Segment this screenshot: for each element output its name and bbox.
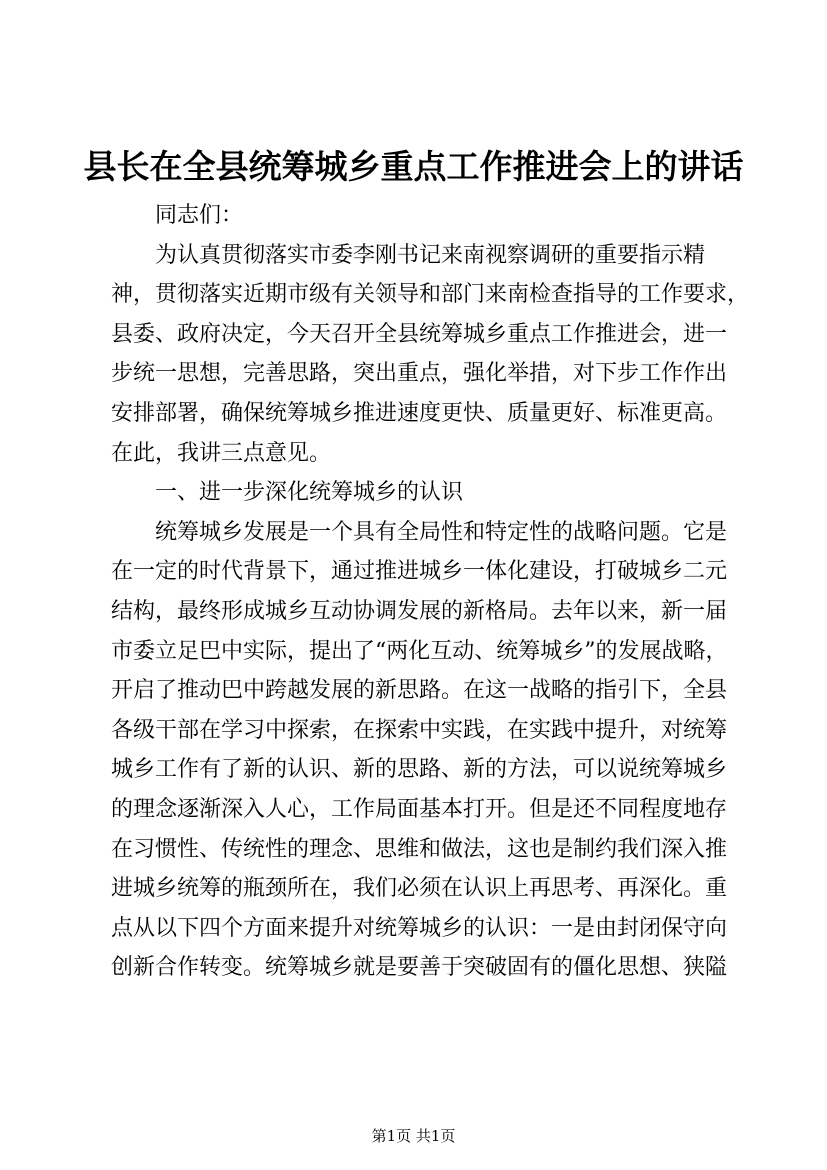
paragraph-line: 为认真贯彻落实市委李刚书记来南视察调研的重要指示精 — [155, 242, 706, 268]
document-body — [111, 196, 750, 988]
page-number-footer: 第1页 共1页 — [371, 1127, 456, 1145]
paragraph-line: 的理念逐渐深入人心，工作局面基本打开。但是还不同程度地存 — [111, 796, 728, 822]
paragraph-line: 步统一思想，完善思路，突出重点，强化举措，对下步工作作出 — [111, 361, 728, 387]
paragraph-line: 统筹城乡发展是一个具有全局性和特定性的战略问题。它是 — [155, 519, 728, 545]
paragraph-line: 在习惯性、传统性的理念、思维和做法，这也是制约我们深入推 — [111, 836, 728, 862]
paragraph-line: 各级干部在学习中探索，在探索中实践，在实践中提升，对统筹 — [111, 717, 728, 743]
paragraph-line: 在此，我讲三点意见。 — [111, 440, 332, 466]
paragraph-line: 神，贯彻落实近期市级有关领导和部门来南检查指导的工作要求， — [111, 282, 750, 308]
salutation: 同志们： — [155, 203, 244, 228]
paragraph-line: 市委立足巴中实际，提出了“两化互动、统筹城乡”的发展战略， — [111, 638, 728, 664]
paragraph-line: 进城乡统筹的瓶颈所在，我们必须在认识上再思考、再深化。重 — [111, 876, 728, 902]
paragraph-line: 在一定的时代背景下，通过推进城乡一体化建设，打破城乡二元 — [111, 559, 728, 585]
paragraph-line: 安排部署，确保统筹城乡推进速度更快、质量更好、标准更高。 — [111, 400, 728, 426]
document-title: 县长在全县统筹城乡重点工作推进会上的讲话 — [83, 147, 744, 186]
section-heading: 一、进一步深化统筹城乡的认识 — [155, 480, 464, 506]
paragraph-line: 县委、政府决定，今天召开全县统筹城乡重点工作推进会，进一 — [111, 321, 728, 347]
paragraph-line: 结构，最终形成城乡互动协调发展的新格局。去年以来，新一届 — [111, 598, 728, 624]
paragraph-line: 点从以下四个方面来提升对统筹城乡的认识：一是由封闭保守向 — [111, 915, 728, 941]
paragraph-line: 创新合作转变。统筹城乡就是要善于突破固有的僵化思想、狭隘 — [111, 955, 728, 981]
paragraph-line: 开启了推动巴中跨越发展的新思路。在这一战略的指引下，全县 — [111, 678, 728, 704]
paragraph-line: 城乡工作有了新的认识、新的思路、新的方法，可以说统筹城乡 — [111, 757, 728, 783]
